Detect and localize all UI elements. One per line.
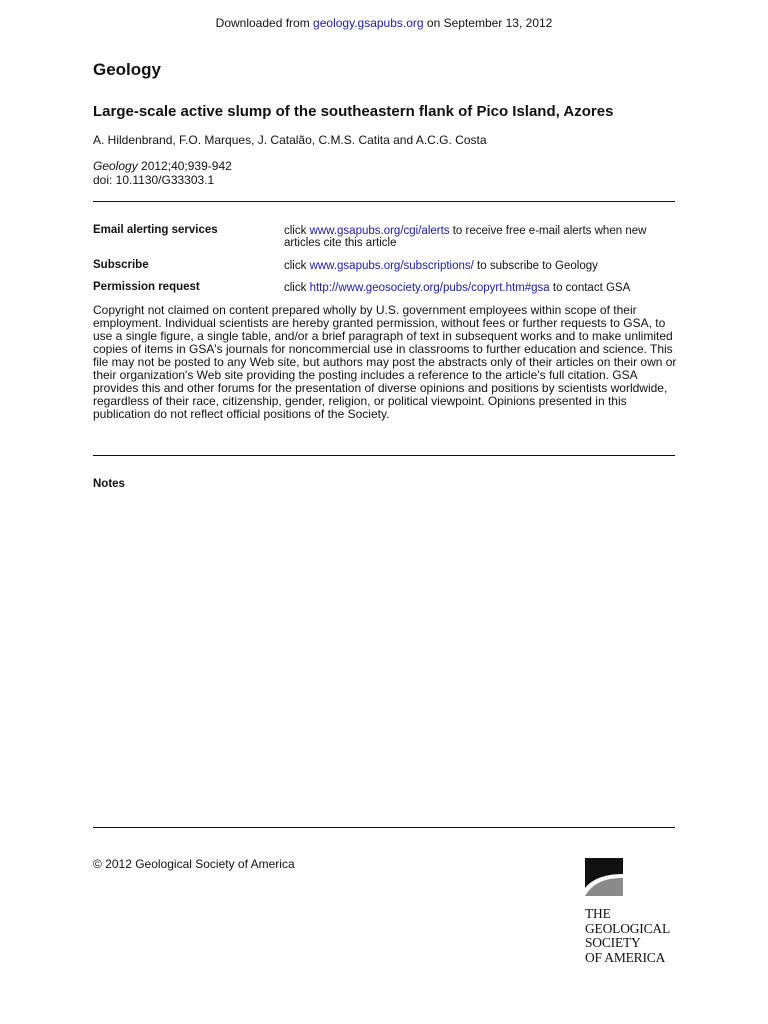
citation-line [93, 159, 232, 173]
download-source-link[interactable]: geology.gsapubs.org [313, 16, 424, 30]
download-notice [0, 16, 768, 30]
journal-name: Geology [93, 60, 162, 79]
top-divider [93, 201, 675, 202]
permission-request-link[interactable]: http://www.geosociety.org/pubs/copyrt.htm#gsa [309, 282, 550, 294]
service-label-permission: Permission request [93, 281, 200, 293]
article-title: Large-scale active slump of the southeastern flank of Pico Island, Azores [93, 103, 614, 120]
copyright-notice: Copyright not claimed on content prepared wholly by U.S. government employees within scope of their employment. Individual scientists are hereby granted permission, without fees or further requests to GSA, to use a single figure, a single table, and/or a brief paragraph of text in subsequent works and to make unlimited copies of items in GSA's journals for noncommercial use in classrooms to further education and science. This file may not be posted to any Web site, but authors may post the abstracts only of their articles on their own or their organization's Web site providing the posting includes a reference to the article's full citation. GSA provides this and other forums for the presentation of diverse opinions and positions by scientists worldwide, regardless of their race, citizenship, gender, religion, or political viewpoint. Opinions presented in this publication do not reflect official positions of the Society. [93, 303, 677, 421]
footer-copyright: © 2012 Geological Society of America [93, 857, 295, 871]
download-prefix: Downloaded from [215, 16, 314, 30]
notes-heading: Notes [93, 478, 125, 490]
download-suffix: on September 13, 2012 [423, 16, 553, 30]
citation-detail: 2012;40;939-942 [137, 159, 232, 173]
service-text-subscribe: click www.gsapubs.org/subscriptions/ to subscribe to Geology [284, 260, 598, 272]
subscribe-link[interactable]: www.gsapubs.org/subscriptions/ [309, 260, 474, 272]
bottom-divider [93, 827, 675, 828]
service-text-email-alerts: click www.gsapubs.org/cgi/alerts to receive free e-mail alerts when new articles cite this article [284, 225, 647, 249]
gsa-logo [585, 858, 685, 965]
service-label-subscribe: Subscribe [93, 259, 149, 271]
article-citation [93, 159, 232, 187]
middle-divider [93, 455, 675, 456]
gsa-logo-mark-icon [585, 858, 623, 896]
service-label-email-alerts: Email alerting services [93, 224, 218, 236]
gsa-logo-text: THE GEOLOGICAL SOCIETY OF AMERICA [585, 906, 670, 965]
article-authors: A. Hildenbrand, F.O. Marques, J. Catalão, C.M.S. Catita and A.C.G. Costa [93, 133, 487, 147]
citation-journal: Geology [93, 159, 138, 173]
citation-doi: doi: 10.1130/G33303.1 [93, 173, 215, 187]
service-text-permission: click http://www.geosociety.org/pubs/copyrt.htm#gsa to contact GSA [284, 282, 631, 294]
email-alerts-link[interactable]: www.gsapubs.org/cgi/alerts [309, 225, 450, 237]
